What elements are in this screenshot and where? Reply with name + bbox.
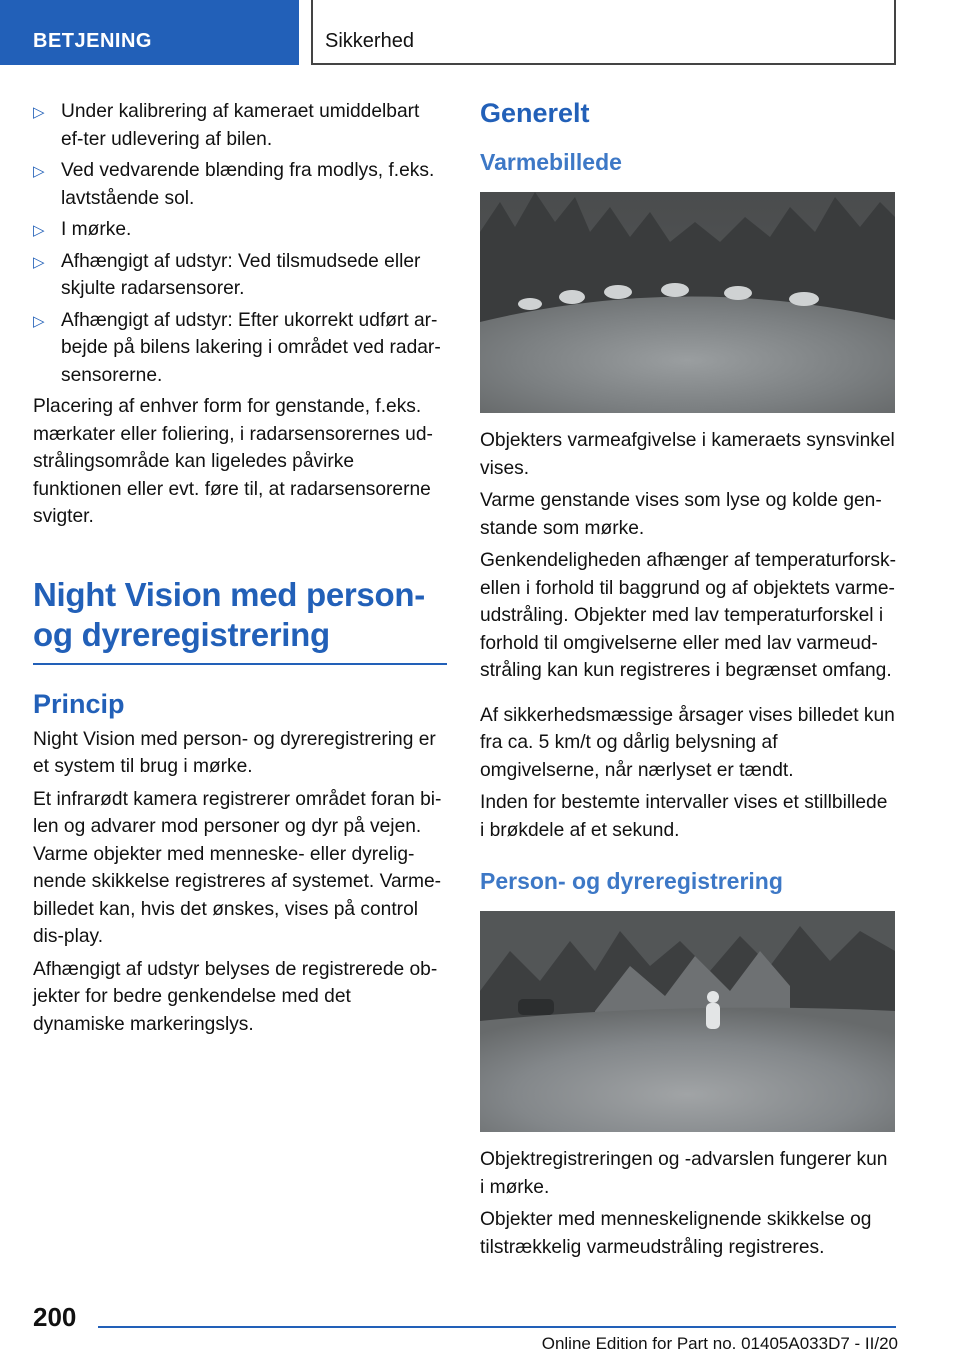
safety-paragraph: Inden for bestemte intervaller vises et stillbillede i brøkdele af et sekund. [480,792,888,841]
right-column [480,98,896,1266]
footer-edition: Online Edition for Part no. 01405A033D7 - II/20 [541,1334,898,1353]
header-section-label: BETJENING [33,30,152,52]
list-item: ▷ Afhængigt af udstyr: Efter ukorrekt udført ar-bejde på bilens lakering i området ved radar-sensorerne. [33,309,441,386]
thermal-image-pedestrian [480,911,895,1132]
varme-paragraph: Objekters varmeafgivelse i kameraets synsvinkel vises. [480,430,895,479]
safety-paragraph: Af sikkerhedsmæssige årsager vises billedet kun fra ca. 5 km/t og dårlig belysning af omgivelserne, når nærlyset er tændt. [480,704,895,781]
princip-paragraph: Night Vision med person- og dyreregistrering er et system til brug i mørke. [33,728,436,777]
list-item: ▷ Afhængigt af udstyr: Ved tilsmudsede eller skjulte radarsensorer. [33,250,421,299]
header-section-tab [0,0,299,65]
generelt-heading: Generelt [480,98,590,128]
triangle-bullet-icon: ▷ [33,104,45,121]
person-heading: Person- og dyreregistrering [480,868,783,894]
footer-rule [98,1326,896,1328]
triangle-bullet-icon: ▷ [33,222,45,239]
princip-heading: Princip [33,688,125,719]
placement-paragraph: Placering af enhver form for genstande, f.eks. mærkater eller foliering, i radarsensorernes ud-strålingsområde kan ligeledes påvirke funktionen eller evt. føre til, at radarsensorerne svigter. [33,396,433,527]
limitations-list [33,98,447,389]
page-number: 200 [33,1302,77,1332]
list-item: ▷ Ved vedvarende blænding fra modlys, f.eks. lavtstående sol. [33,160,435,209]
header-chapter-box [311,0,896,65]
varmebillede-heading: Varmebillede [480,149,622,175]
person-paragraph: Objekter med menneskelignende skikkelse og tilstrækkelig varmeudstråling registreres. [480,1209,872,1258]
triangle-bullet-icon: ▷ [33,253,45,271]
person-paragraph: Objektregistreringen og -advarslen fungerer kun i mørke. [480,1149,888,1198]
princip-paragraph: Afhængigt af udstyr belyses de registrerede ob-jekter for bedre genkendelse med det dynamiske markeringslys. [33,958,438,1035]
left-column [33,98,447,1043]
princip-paragraph: Et infrarødt kamera registrerer området foran bi-len og advarer mod personer og dyr på vejen. Varme objekter med menneske- eller dyrelig-nende skikkelse registreres af systemet. Varme-billedet kan, hvis det ønskes, vises på control dis-play. [33,788,442,947]
list-item: ▷ Under kalibrering af kameraet umiddelbart ef-ter udlevering af bilen. [33,101,420,150]
header-chapter-label: Sikkerhed [325,30,414,52]
thermal-image-animals [480,192,895,413]
triangle-bullet-icon: ▷ [33,312,45,330]
varme-paragraph: Genkendeligheden afhænger af temperaturforsk-ellen i forhold til baggrund og af objektets varme-udstråling. Objekter med lav temperaturforskel i forhold til omgivelserne eller med lav varmeud-stråling kan kun registreres i begrænset omfang. [480,550,896,681]
list-item: ▷ I mørke. [33,216,447,244]
main-heading: Night Vision med person- og dyreregistrering [33,575,447,665]
triangle-bullet-icon: ▷ [33,163,45,180]
varme-paragraph: Varme genstande vises som lyse og kolde gen-stande som mørke. [480,490,882,539]
